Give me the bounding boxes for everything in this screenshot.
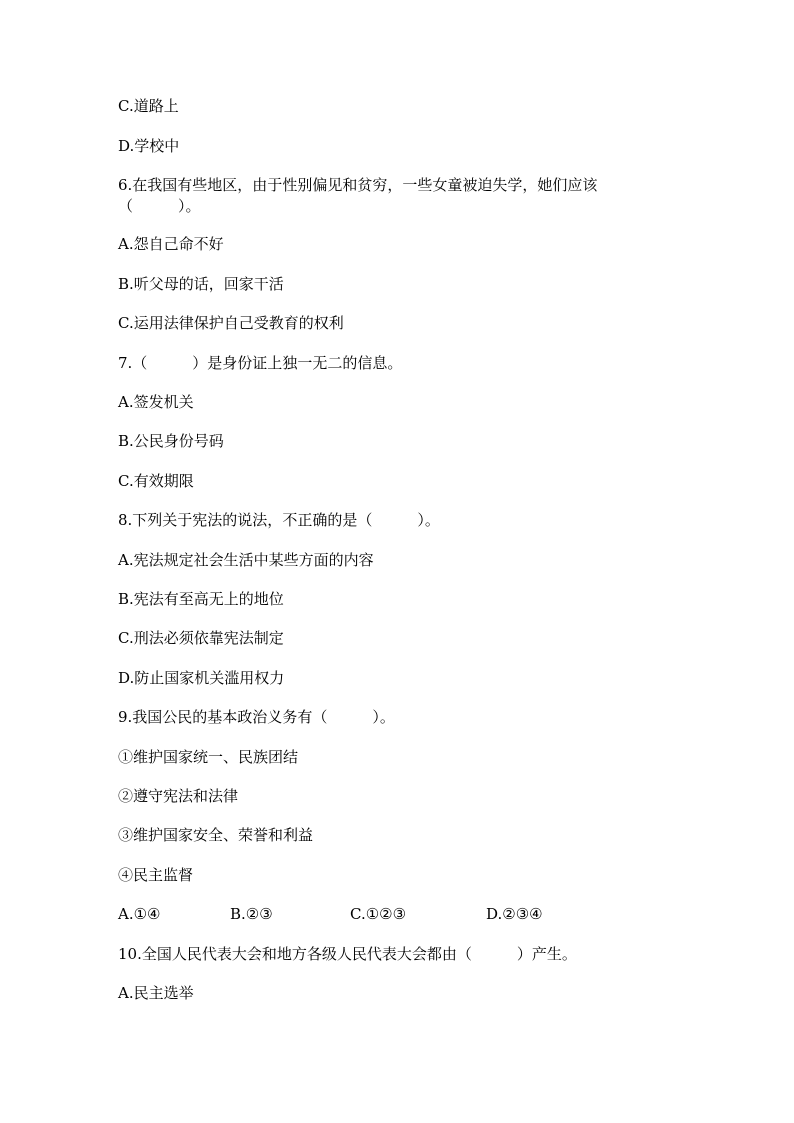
q9-stem: 9.我国公民的基本政治义务有（ ）。: [118, 708, 395, 726]
q8-option-c: C.刑法必须依靠宪法制定: [118, 629, 284, 647]
q6-stem-cont: （ ）。: [118, 197, 201, 215]
q9-item-4: ④民主监督: [118, 866, 194, 884]
q5-option-d: D.学校中: [118, 137, 180, 155]
q6-option-c: C.运用法律保护自己受教育的权利: [118, 314, 344, 332]
q6-stem: 6.在我国有些地区，由于性别偏见和贫穷，一些女童被迫失学，她们应该: [118, 176, 598, 194]
q9-option-b: B.②③: [230, 905, 273, 923]
q6-option-b: B.听父母的话，回家干活: [118, 275, 284, 293]
q9-options-row: [118, 904, 638, 924]
q7-stem: 7.（ ）是身份证上独一无二的信息。: [118, 354, 403, 372]
q9-item-1: ①维护国家统一、民族团结: [118, 748, 299, 766]
q9-option-c: C.①②③: [350, 905, 407, 923]
q7-option-c: C.有效期限: [118, 472, 194, 490]
q7-option-b: B.公民身份号码: [118, 432, 224, 450]
q8-option-b: B.宪法有至高无上的地位: [118, 590, 284, 608]
q9-option-a: A.①④: [118, 905, 161, 923]
q8-stem: 8.下列关于宪法的说法，不正确的是（ ）。: [118, 511, 440, 529]
q6-option-a: A.怨自己命不好: [118, 235, 224, 253]
q9-item-2: ②遵守宪法和法律: [118, 787, 239, 805]
q10-stem: 10.全国人民代表大会和地方各级人民代表大会都由（ ）产生。: [118, 945, 577, 963]
q9-item-3: ③维护国家安全、荣誉和利益: [118, 826, 314, 844]
q10-option-a: A.民主选举: [118, 984, 194, 1002]
q5-option-c: C.道路上: [118, 97, 179, 115]
q9-option-d: D.②③④: [486, 905, 543, 923]
q8-option-d: D.防止国家机关滥用权力: [118, 669, 285, 687]
q7-option-a: A.签发机关: [118, 393, 194, 411]
q8-option-a: A.宪法规定社会生活中某些方面的内容: [118, 551, 374, 569]
